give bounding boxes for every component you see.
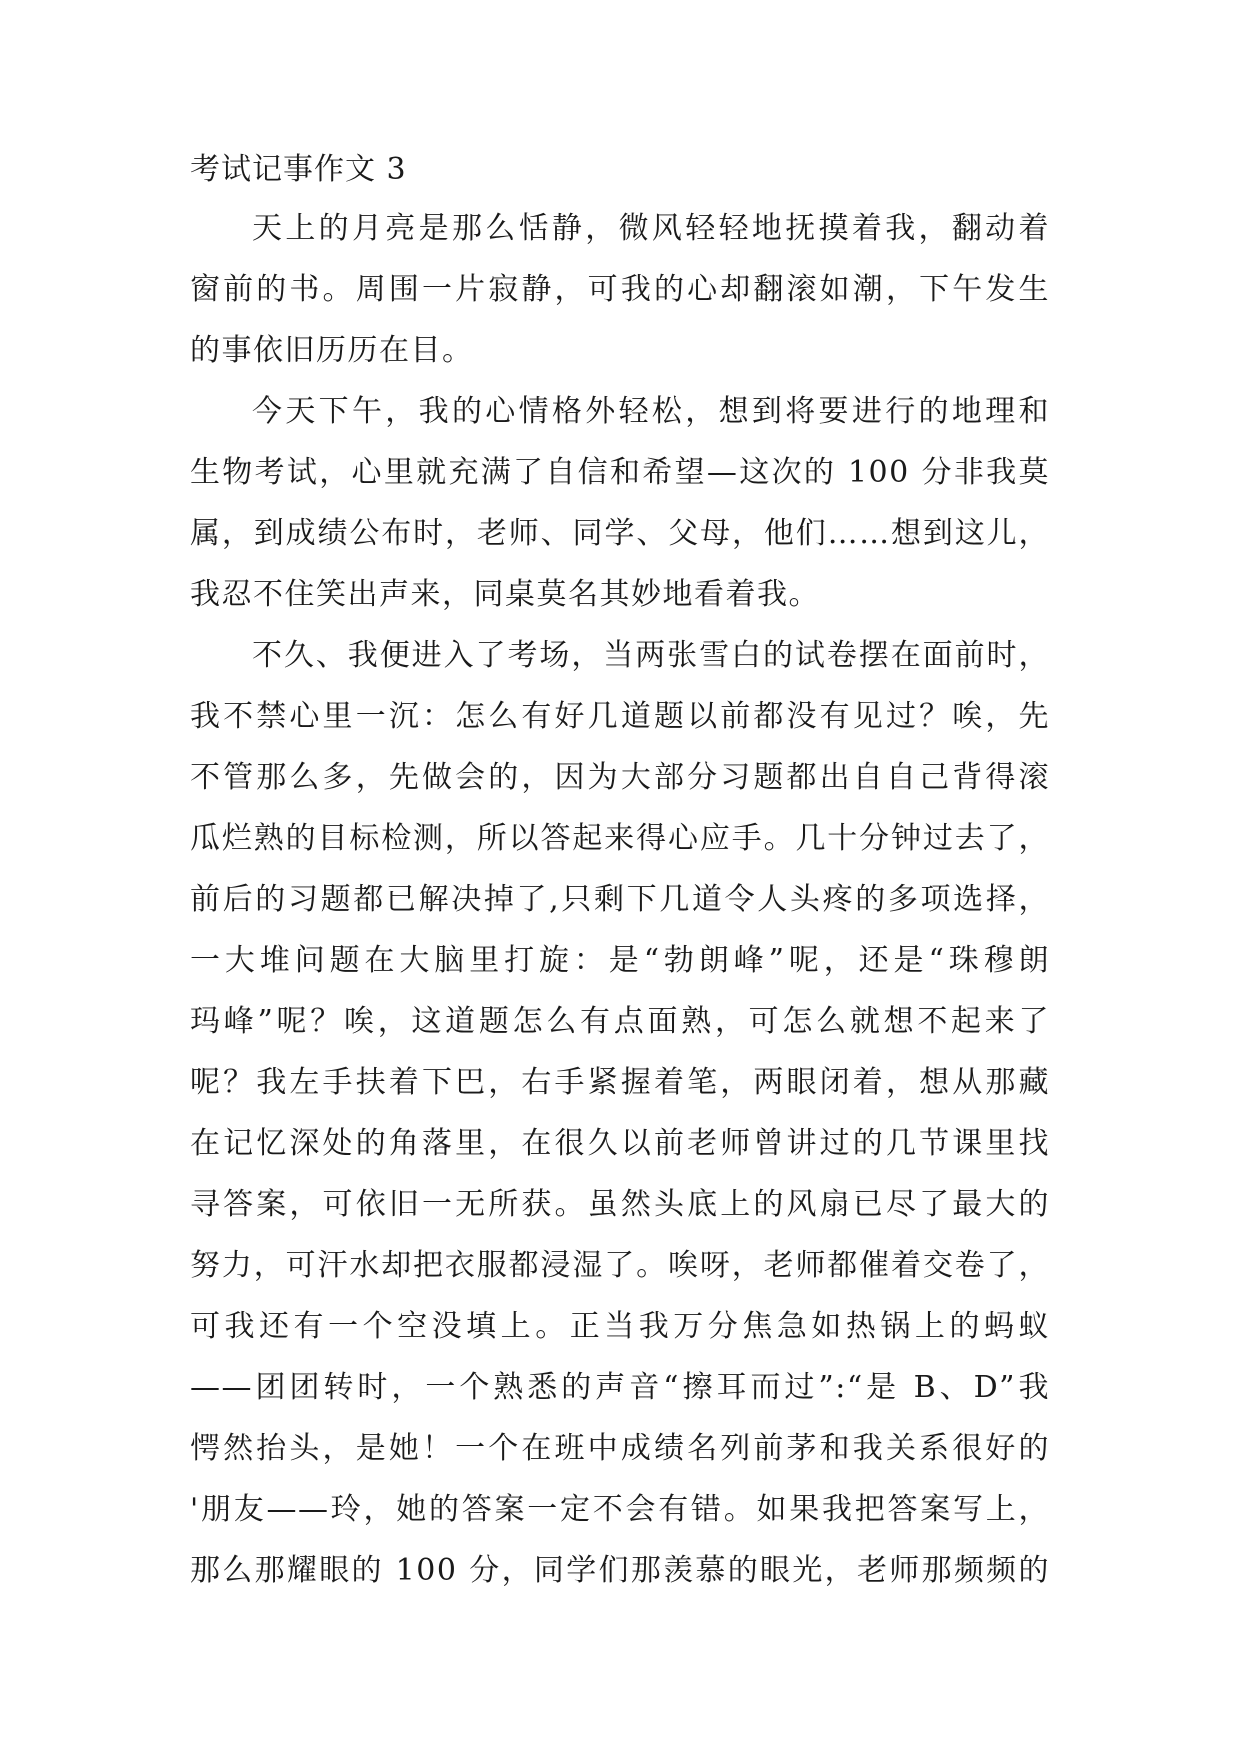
text-line: 今天下午，我的心情格外轻松，想到将要进行的地理和	[252, 394, 1050, 429]
text-line: 玛峰”呢？唉，这道题怎么有点面熟，可怎么就想不起来了	[190, 1004, 1050, 1039]
text-line: 窗前的书。周围一片寂静，可我的心却翻滚如潮，下午发生	[190, 272, 1050, 307]
text-line: 愕然抬头，是她！一个在班中成绩名列前茅和我关系很好的	[190, 1431, 1050, 1466]
text-line: 我忍不住笑出声来，同桌莫名其妙地看着我。	[190, 577, 820, 612]
text-line: 属，到成绩公布时，老师、同学、父母，他们……想到这儿，	[190, 516, 1050, 551]
text-line: 生物考试，心里就充满了自信和希望—这次的 100 分非我莫	[190, 455, 1050, 490]
text-line: 不久、我便进入了考场，当两张雪白的试卷摆在面前时，	[252, 638, 1050, 673]
document-title: 考试记事作文 3	[190, 152, 407, 187]
text-line: 不管那么多，先做会的，因为大部分习题都出自自己背得滚	[190, 760, 1050, 795]
text-line: 一大堆问题在大脑里打旋：是“勃朗峰”呢，还是“珠穆朗	[190, 943, 1050, 978]
text-line: 寻答案，可依旧一无所获。虽然头底上的风扇已尽了最大的	[190, 1187, 1050, 1222]
document-page	[190, 150, 1050, 1601]
text-line: 天上的月亮是那么恬静，微风轻轻地抚摸着我，翻动着	[252, 211, 1050, 246]
text-line: 可我还有一个空没填上。正当我万分焦急如热锅上的蚂蚁	[190, 1309, 1050, 1344]
text-line: ——团团转时，一个熟悉的声音“擦耳而过”:“是 B、D”我	[190, 1370, 1050, 1405]
text-line: 瓜烂熟的目标检测，所以答起来得心应手。几十分钟过去了，	[190, 821, 1050, 856]
text-line: '朋友——玲，她的答案一定不会有错。如果我把答案写上，	[190, 1492, 1050, 1527]
text-line: 的事依旧历历在目。	[190, 333, 474, 368]
text-line: 我不禁心里一沉：怎么有好几道题以前都没有见过？唉，先	[190, 699, 1050, 734]
text-line: 在记忆深处的角落里，在很久以前老师曾讲过的几节课里找	[190, 1126, 1050, 1161]
text-line: 那么那耀眼的 100 分，同学们那羡慕的眼光，老师那频频的	[190, 1553, 1050, 1588]
text-line: 努力，可汗水却把衣服都浸湿了。唉呀，老师都催着交卷了，	[190, 1248, 1050, 1283]
text-line: 前后的习题都已解决掉了,只剩下几道令人头疼的多项选择，	[190, 882, 1050, 917]
text-line: 呢？我左手扶着下巴，右手紧握着笔，两眼闭着，想从那藏	[190, 1065, 1050, 1100]
